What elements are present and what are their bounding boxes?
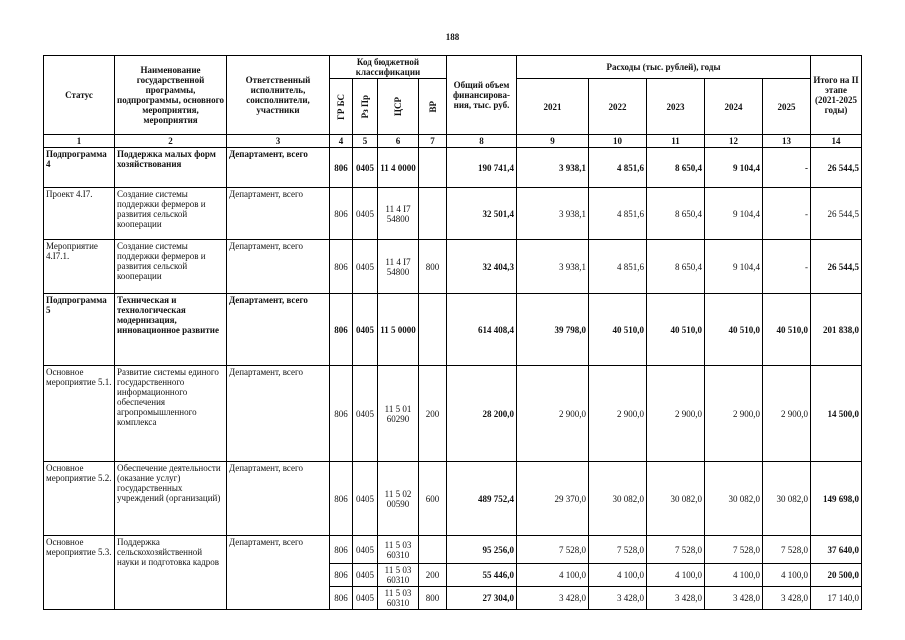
row-status: Мероприятие 4.I7.1. <box>44 240 115 294</box>
row-total: 28 200,0 <box>447 366 517 462</box>
row-2024: 9 104,4 <box>705 240 763 294</box>
row-2021: 3 938,1 <box>517 148 589 188</box>
header-year-2021: 2021 <box>517 79 589 135</box>
column-number: 3 <box>227 135 330 148</box>
row-2022: 3 428,0 <box>589 587 647 610</box>
row-vr: 200 <box>419 564 447 587</box>
column-number: 2 <box>115 135 227 148</box>
row-grbs: 806 <box>330 366 353 462</box>
row-csr: 11 4 I7 54800 <box>378 188 419 240</box>
header-rzpr <box>353 79 378 135</box>
row-stage-total: 201 838,0 <box>811 294 862 366</box>
row-2023: 40 510,0 <box>647 294 705 366</box>
row-total: 27 304,0 <box>447 587 517 610</box>
row-2023: 3 428,0 <box>647 587 705 610</box>
row-2024: 30 082,0 <box>705 462 763 536</box>
table-row <box>44 462 862 536</box>
row-responsible: Департамент, всего <box>227 536 330 610</box>
row-2022: 4 851,6 <box>589 188 647 240</box>
row-2023: 8 650,4 <box>647 240 705 294</box>
row-vr: 800 <box>419 240 447 294</box>
row-2021: 2 900,0 <box>517 366 589 462</box>
row-csr: 11 4 I7 54800 <box>378 240 419 294</box>
header-vr <box>419 79 447 135</box>
table-row <box>44 366 862 462</box>
row-vr: 800 <box>419 587 447 610</box>
row-2021: 7 528,0 <box>517 536 589 564</box>
row-2022: 2 900,0 <box>589 366 647 462</box>
row-responsible: Департамент, всего <box>227 188 330 240</box>
row-grbs: 806 <box>330 188 353 240</box>
row-csr: 11 4 0000 <box>378 148 419 188</box>
row-2024: 4 100,0 <box>705 564 763 587</box>
row-grbs: 806 <box>330 240 353 294</box>
table-row <box>44 148 862 188</box>
column-number: 11 <box>647 135 705 148</box>
column-number: 5 <box>353 135 378 148</box>
row-2025: 3 428,0 <box>763 587 811 610</box>
row-2022: 30 082,0 <box>589 462 647 536</box>
column-number: 4 <box>330 135 353 148</box>
column-number: 6 <box>378 135 419 148</box>
row-responsible: Департамент, всего <box>227 240 330 294</box>
row-csr: 11 5 03 60310 <box>378 587 419 610</box>
row-total: 190 741,4 <box>447 148 517 188</box>
column-number: 1 <box>44 135 115 148</box>
table-row <box>44 240 862 294</box>
page-number: 188 <box>445 32 460 42</box>
table-row <box>44 294 862 366</box>
header-total-volume: Общий объем финансирова-ния, тыс. руб. <box>447 56 517 135</box>
row-2023: 4 100,0 <box>647 564 705 587</box>
row-2021: 3 428,0 <box>517 587 589 610</box>
column-number: 8 <box>447 135 517 148</box>
row-2025: 40 510,0 <box>763 294 811 366</box>
row-2025: 30 082,0 <box>763 462 811 536</box>
row-2023: 8 650,4 <box>647 148 705 188</box>
row-2022: 7 528,0 <box>589 536 647 564</box>
row-total: 489 752,4 <box>447 462 517 536</box>
column-number: 13 <box>763 135 811 148</box>
row-vr <box>419 148 447 188</box>
row-2021: 3 938,1 <box>517 188 589 240</box>
row-2021: 29 370,0 <box>517 462 589 536</box>
row-2025: 4 100,0 <box>763 564 811 587</box>
row-2025: - <box>763 148 811 188</box>
column-number: 14 <box>811 135 862 148</box>
row-name: Создание системы поддержки фермеров и развития сельской кооперации <box>115 240 227 294</box>
header-stage-total: Итого на II этапе (2021-2025 годы) <box>811 56 862 135</box>
row-name: Обеспечение деятельности (оказание услуг) государственных учреждений (организаций) <box>115 462 227 536</box>
row-2023: 2 900,0 <box>647 366 705 462</box>
row-2021: 39 798,0 <box>517 294 589 366</box>
row-rzpr: 0405 <box>353 148 378 188</box>
row-status: Основное мероприятие 5.2. <box>44 462 115 536</box>
row-rzpr: 0405 <box>353 564 378 587</box>
row-name: Поддержка малых форм хозяйствования <box>115 148 227 188</box>
row-2024: 3 428,0 <box>705 587 763 610</box>
row-grbs: 806 <box>330 536 353 564</box>
row-csr: 11 5 03 60310 <box>378 564 419 587</box>
row-stage-total: 26 544,5 <box>811 240 862 294</box>
row-2024: 7 528,0 <box>705 536 763 564</box>
header-year-2022: 2022 <box>589 79 647 135</box>
row-vr: 200 <box>419 366 447 462</box>
header-rzpr-label: Рз Пр <box>360 94 370 119</box>
row-stage-total: 26 544,5 <box>811 188 862 240</box>
row-grbs: 806 <box>330 294 353 366</box>
column-number-row <box>44 135 862 148</box>
row-rzpr: 0405 <box>353 587 378 610</box>
row-2022: 4 100,0 <box>589 564 647 587</box>
column-number: 10 <box>589 135 647 148</box>
row-grbs: 806 <box>330 462 353 536</box>
row-2023: 8 650,4 <box>647 188 705 240</box>
row-name: Техническая и технологическая модернизация, инновационное развитие <box>115 294 227 366</box>
row-csr: 11 5 03 60310 <box>378 536 419 564</box>
row-2025: - <box>763 188 811 240</box>
row-vr: 600 <box>419 462 447 536</box>
row-vr <box>419 536 447 564</box>
header-grbs <box>330 79 353 135</box>
row-2025: - <box>763 240 811 294</box>
budget-table <box>43 55 862 610</box>
row-vr <box>419 294 447 366</box>
row-total: 32 501,4 <box>447 188 517 240</box>
row-rzpr: 0405 <box>353 366 378 462</box>
row-total: 95 256,0 <box>447 536 517 564</box>
row-responsible: Департамент, всего <box>227 462 330 536</box>
row-csr: 11 5 02 00590 <box>378 462 419 536</box>
row-2025: 7 528,0 <box>763 536 811 564</box>
row-status: Подпрограмма 5 <box>44 294 115 366</box>
row-2022: 40 510,0 <box>589 294 647 366</box>
column-number: 12 <box>705 135 763 148</box>
header-status: Статус <box>44 56 115 135</box>
row-rzpr: 0405 <box>353 536 378 564</box>
row-rzpr: 0405 <box>353 240 378 294</box>
row-2024: 9 104,4 <box>705 188 763 240</box>
row-2022: 4 851,6 <box>589 148 647 188</box>
row-rzpr: 0405 <box>353 462 378 536</box>
header-budget-code: Код бюджетной классификации <box>330 56 447 79</box>
column-number: 9 <box>517 135 589 148</box>
header-year-2023: 2023 <box>647 79 705 135</box>
row-2022: 4 851,6 <box>589 240 647 294</box>
row-2021: 4 100,0 <box>517 564 589 587</box>
column-number: 7 <box>419 135 447 148</box>
row-stage-total: 149 698,0 <box>811 462 862 536</box>
header-responsible: Ответственный исполнитель, соисполнители, участники <box>227 56 330 135</box>
table-row <box>44 536 862 564</box>
row-status: Основное мероприятие 5.3. <box>44 536 115 610</box>
row-name: Поддержка сельскохозяйственной науки и подготовка кадров <box>115 536 227 610</box>
row-csr: 11 5 0000 <box>378 294 419 366</box>
row-grbs: 806 <box>330 148 353 188</box>
header-year-2024: 2024 <box>705 79 763 135</box>
row-rzpr: 0405 <box>353 294 378 366</box>
row-2023: 7 528,0 <box>647 536 705 564</box>
header-expenses: Расходы (тыс. рублей), годы <box>517 56 811 79</box>
row-2021: 3 938,1 <box>517 240 589 294</box>
row-name: Создание системы поддержки фермеров и развития сельской кооперации <box>115 188 227 240</box>
row-status: Проект 4.I7. <box>44 188 115 240</box>
header-name: Наименование государственной программы, подпрограммы, основного мероприятия, мероприятия <box>115 56 227 135</box>
row-csr: 11 5 01 60290 <box>378 366 419 462</box>
row-responsible: Департамент, всего <box>227 148 330 188</box>
row-2024: 2 900,0 <box>705 366 763 462</box>
row-vr <box>419 188 447 240</box>
header-vr-label: ВР <box>427 100 438 113</box>
row-stage-total: 17 140,0 <box>811 587 862 610</box>
row-2025: 2 900,0 <box>763 366 811 462</box>
row-2024: 40 510,0 <box>705 294 763 366</box>
row-responsible: Департамент, всего <box>227 366 330 462</box>
row-total: 55 446,0 <box>447 564 517 587</box>
row-name: Развитие системы единого государственного информационного обеспечения агропромышленного комплекса <box>115 366 227 462</box>
row-grbs: 806 <box>330 564 353 587</box>
row-total: 32 404,3 <box>447 240 517 294</box>
row-rzpr: 0405 <box>353 188 378 240</box>
row-stage-total: 14 500,0 <box>811 366 862 462</box>
header-grbs-label: ГР БС <box>336 93 346 120</box>
row-responsible: Департамент, всего <box>227 294 330 366</box>
row-grbs: 806 <box>330 587 353 610</box>
header-year-2025: 2025 <box>763 79 811 135</box>
header-csr <box>378 79 419 135</box>
row-stage-total: 37 640,0 <box>811 536 862 564</box>
row-status: Подпрограмма 4 <box>44 148 115 188</box>
row-status: Основное мероприятие 5.1. <box>44 366 115 462</box>
row-stage-total: 20 500,0 <box>811 564 862 587</box>
row-total: 614 408,4 <box>447 294 517 366</box>
table-row <box>44 188 862 240</box>
row-stage-total: 26 544,5 <box>811 148 862 188</box>
row-2023: 30 082,0 <box>647 462 705 536</box>
header-csr-label: ЦСР <box>393 97 403 116</box>
row-2024: 9 104,4 <box>705 148 763 188</box>
